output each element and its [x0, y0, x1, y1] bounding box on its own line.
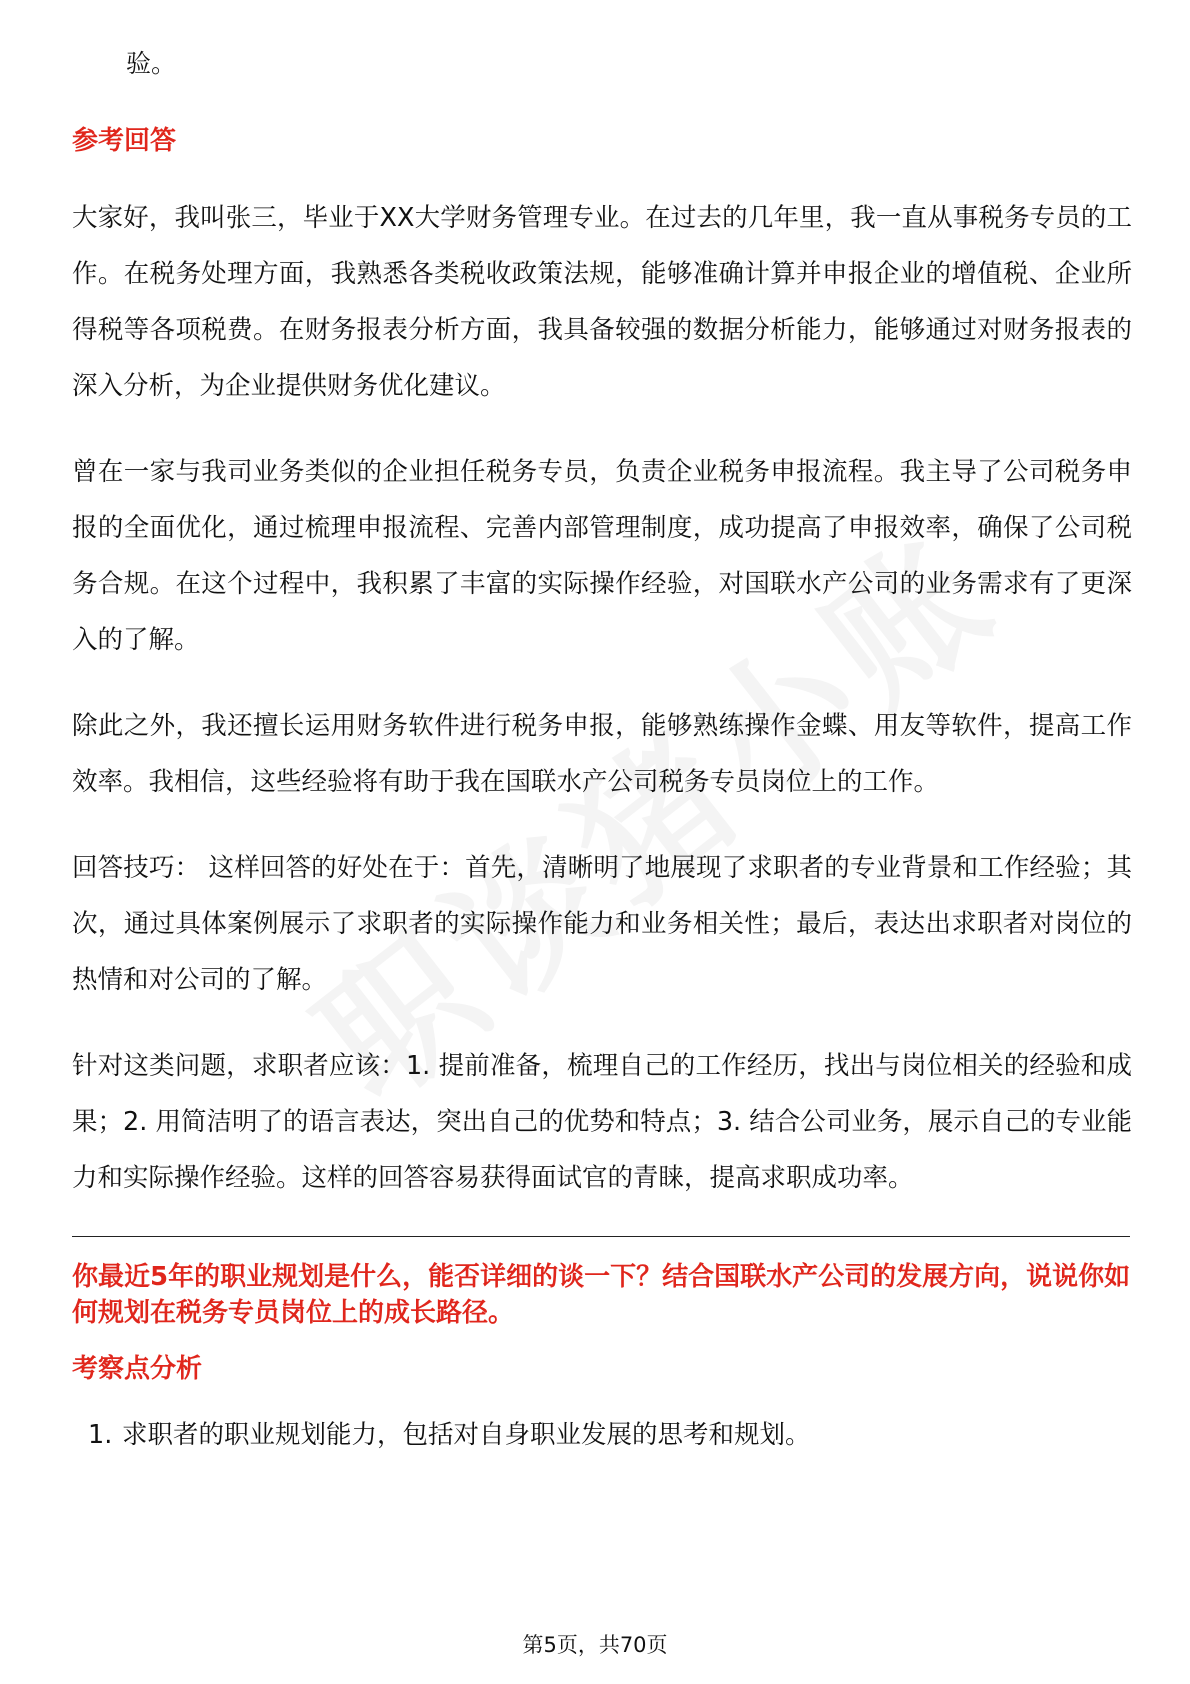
reference-answer-heading: 参考回答: [72, 126, 177, 156]
answer-paragraph-3: 除此之外，我还擅长运用财务软件进行税务申报，能够熟练操作金蝶、用友等软件，提高工作效率。我相信，这些经验将有助于我在国联水产公司税务专员岗位上的工作。: [72, 711, 1132, 797]
answer-paragraph-2: 曾在一家与我司业务类似的企业担任税务专员，负责企业税务申报流程。我主导了公司税务申报的全面优化，通过梳理申报流程、完善内部管理制度，成功提高了申报效率，确保了公司税务合规。在这个过程中，我积累了丰富的实际操作经验，对国联水产公司的业务需求有了更深入的了解。: [72, 457, 1132, 655]
interview-question: 你最近5年的职业规划是什么，能否详细的谈一下？结合国联水产公司的发展方向，说说你如何规划在税务专员岗位上的成长路径。: [72, 1262, 1131, 1328]
list-item: [72, 1415, 1132, 1455]
page-number-footer: 第5页，共70页: [522, 1633, 668, 1657]
answer-paragraph-1: 大家好，我叫张三，毕业于XX大学财务管理专业。在过去的几年里，我一直从事税务专员的工作。在税务处理方面，我熟悉各类税收政策法规，能够准确计算并申报企业的增值税、企业所得税等各项税费。在财务报表分析方面，我具备较强的数据分析能力，能够通过对财务报表的深入分析，为企业提供财务优化建议。: [72, 203, 1132, 401]
section-divider: [72, 1236, 1130, 1237]
answer-advice-paragraph: 针对这类问题，求职者应该：1. 提前准备，梳理自己的工作经历，找出与岗位相关的经验和成果；2. 用简洁明了的语言表达，突出自己的优势和特点；3. 结合公司业务，展示自己的专业能力和实际操作经验。这样的回答容易获得面试官的青睐，提高求职成功率。: [72, 1051, 1132, 1193]
answer-tips-paragraph: 回答技巧： 这样回答的好处在于：首先，清晰明了地展现了求职者的专业背景和工作经验；其次，通过具体案例展示了求职者的实际操作能力和业务相关性；最后，表达出求职者对岗位的热情和对公司的了解。: [72, 853, 1132, 995]
analysis-heading: 考察点分析: [72, 1354, 203, 1384]
page-content: [72, 44, 1132, 1455]
list-item-text: 求职者的职业规划能力，包括对自身职业发展的思考和规划。: [122, 1420, 811, 1450]
continued-text-fragment: 验。: [126, 49, 177, 78]
analysis-list: [72, 1415, 1132, 1455]
list-item-number: 1.: [88, 1420, 113, 1450]
